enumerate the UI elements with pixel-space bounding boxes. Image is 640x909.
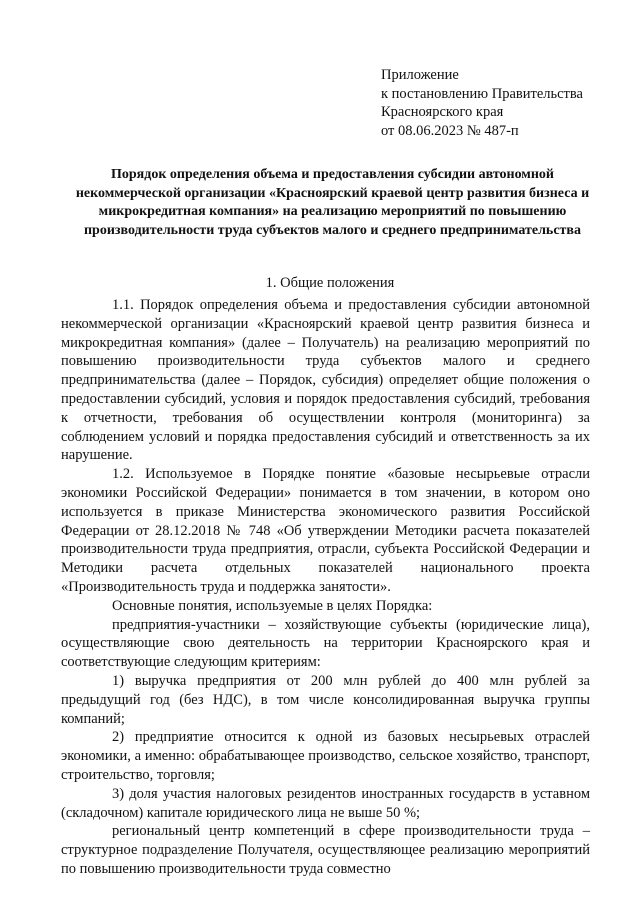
paragraph-1-2: 1.2. Используемое в Порядке понятие «базовые несырьевые отрасли экономики Российской Федерации» понимается в том значении, в котором оно используется в приказе Министерства экономического развития Российской Федерации от 28.12.2018 № 748 «Об утверждении Методики расчета показателей производительности труда предприятия, отрасли, субъекта Российской Федерации и Методики расчета отдельных показателей национального проекта «Производительность труда и поддержка занятости». [61,466,590,595]
paragraph-participants-definition: предприятия-участники – хозяйствующие субъекты (юридические лица), осуществляющие свою деятельность на территории Красноярского края и соответствующие следующим критериям: [61,616,590,671]
document-title: Порядок определения объема и предоставления субсидии автономной некоммерческой организации «Красноярский краевой центр развития бизнеса и микрокредитная компания» на реализацию мероприятий по повышению производительности труда субъектов малого и среднего предпринимательства [75,167,590,238]
paragraph-competence-center-definition: региональный центр компетенций в сфере производительности труда – структурное подразделение Получателя, осуществляющее реализацию мероприятий по повышению производительности труда совместно [61,823,590,877]
appendix-line-2: к постановлению Правительства [381,85,583,102]
paragraph-1-1: 1.1. Порядок определения объема и предоставления субсидии автономной некоммерческой организации «Красноярский краевой центр развития бизнеса и микрокредитная компания» (далее – Получатель) на реализацию мероприятий по повышению производительности труда субъектов малого и среднего предпринимательства (далее – Порядок, субсидия) определяет общие положения о предоставлении субсидий, условия и порядок предоставления субсидий, требования к отчетности, требования об осуществлении контроля (мониторинга) за соблюдением условий и порядка предоставления субсидий и ответственность за их нарушение. [61,297,590,464]
appendix-line-4: от 08.06.2023 № 487-п [381,122,519,139]
criterion-2: 2) предприятие относится к одной из базовых несырьевых отраслей экономики, а именно: обрабатывающее производство, сельское хозяйство, транспорт, строительство, торговля; [61,729,590,783]
criterion-3: 3) доля участия налоговых резидентов иностранных государств в уставном (складочном) капитале юридического лица не выше 50 %; [61,785,590,821]
paragraph-definitions-intro: Основные понятия, используемые в целях Порядка: [112,597,433,614]
appendix-line-1: Приложение [381,67,459,83]
criterion-1: 1) выручка предприятия от 200 млн рублей до 400 млн рублей за предыдущий год (без НДС), в том числе консолидированная выручка группы компаний; [61,672,590,727]
document-body [61,294,590,879]
appendix-block [381,66,583,140]
section-heading: 1. Общие положения [265,275,395,291]
appendix-line-3: Красноярского края [381,104,504,120]
